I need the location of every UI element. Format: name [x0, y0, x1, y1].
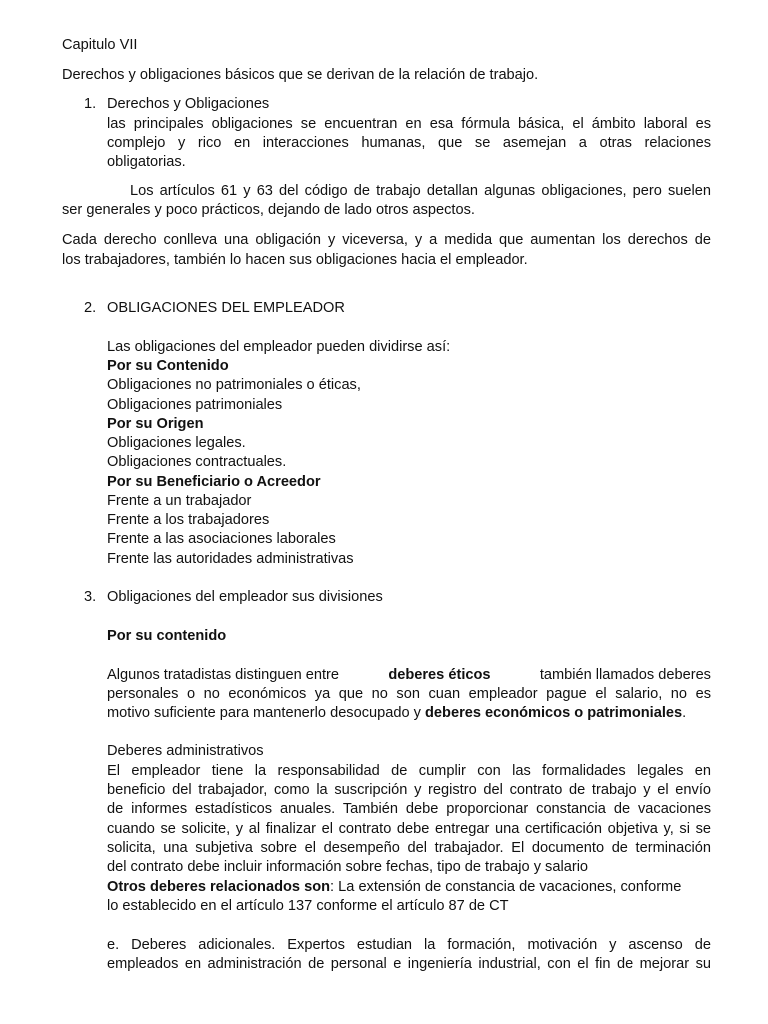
admin-duties-line: beneficio del trabajador, como la suscripción y registro del contrato de trabajo y el envío	[107, 782, 711, 798]
section-1-p1-line: obligatorias.	[107, 154, 186, 170]
group-title-origen: Por su Origen	[107, 416, 204, 432]
text-run: Algunos tratadistas distinguen entre	[107, 667, 340, 683]
admin-duties-line: El empleador tiene la responsabilidad de cumplir con las formalidades legales en	[107, 763, 711, 779]
group-title-contenido: Por su Contenido	[107, 358, 229, 374]
list-item: Obligaciones contractuales.	[107, 454, 287, 470]
section-1-p1-line: complejo y rico en interacciones humanas, que se asemejan a otras relaciones	[107, 135, 711, 151]
other-duties-line	[107, 878, 681, 897]
list-item: Frente a los trabajadores	[107, 512, 270, 528]
additional-duties-line: empleados en administración de personal e ingeniería industrial, con el fin de mejorar su	[107, 956, 711, 972]
section-1-p2-line: Los artículos 61 y 63 del código de trabajo detallan algunas obligaciones, pero suelen	[130, 183, 711, 199]
section-2-number: 2.	[84, 300, 97, 316]
bold-term-deberes-economicos: deberes económicos o patrimoniales	[425, 705, 683, 721]
section-3-number: 3.	[84, 589, 97, 605]
group-title-beneficiario: Por su Beneficiario o Acreedor	[107, 474, 321, 490]
section-1-p1-line: las principales obligaciones se encuentran en esa fórmula básica, el ámbito laboral es	[107, 116, 711, 132]
section-2-intro: Las obligaciones del empleador pueden dividirse así:	[107, 339, 451, 355]
bold-term-deberes-eticos: deberes éticos	[388, 667, 491, 683]
list-item: Obligaciones patrimoniales	[107, 397, 283, 413]
section-3-p1-line: personales o no económicos ya que no son cuan empleador pague el salario, no es	[107, 686, 711, 702]
bold-term-otros-deberes: Otros deberes relacionados son	[107, 879, 331, 895]
list-item: Frente a las asociaciones laborales	[107, 531, 336, 547]
section-2-heading: OBLIGACIONES DEL EMPLEADOR	[107, 300, 345, 316]
text-run: también llamados deberes	[539, 667, 711, 683]
section-1-p3-line: los trabajadores, también lo hacen sus obligaciones hacia el empleador.	[62, 252, 528, 268]
text-run: motivo suficiente para mantenerlo desocupado y	[107, 705, 426, 721]
list-item: Frente a un trabajador	[107, 493, 252, 509]
text-run: .	[682, 705, 687, 721]
other-duties-line: lo establecido en el artículo 137 conforme el artículo 87 de CT	[107, 898, 509, 914]
section-1-heading: Derechos y Obligaciones	[107, 96, 270, 112]
admin-duties-line: del contrato debe incluir información sobre fechas, tipo de trabajo y salario	[107, 859, 589, 875]
section-1-p3-line: Cada derecho conlleva una obligación y viceversa, y a medida que aumentan los derechos de	[62, 232, 711, 248]
list-item: Frente las autoridades administrativas	[107, 551, 354, 567]
admin-duties-line: cuando se solicite, y al finalizar el contrato debe entregar una certificación objetiva y, si se	[107, 821, 711, 837]
section-1-p2-line: ser generales y poco prácticos, dejando de lado otros aspectos.	[62, 202, 475, 218]
text-run: : La extensión de constancia de vacaciones, conforme	[330, 879, 682, 895]
admin-duties-title: Deberes administrativos	[107, 743, 264, 759]
admin-duties-line: de informes estadísticos anuales. También debe proporcionar constancia de vacaciones	[107, 801, 711, 817]
section-3-heading: Obligaciones del empleador sus divisiones	[107, 589, 383, 605]
list-item: Obligaciones no patrimoniales o éticas,	[107, 377, 361, 393]
additional-duties-line: e. Deberes adicionales. Expertos estudian la formación, motivación y ascenso de	[107, 937, 711, 953]
document-subtitle: Derechos y obligaciones básicos que se derivan de la relación de trabajo.	[62, 67, 539, 83]
section-3-p1-line	[107, 666, 711, 685]
section-1-number: 1.	[84, 96, 97, 112]
list-item: Obligaciones legales.	[107, 435, 246, 451]
chapter-title: Capitulo VII	[62, 37, 138, 53]
admin-duties-line: solicita, una subjetiva sobre el desempeño del trabajador. El documento de terminación	[107, 840, 711, 856]
section-3-p1-line	[107, 704, 686, 723]
section-3-subheading: Por su contenido	[107, 628, 227, 644]
